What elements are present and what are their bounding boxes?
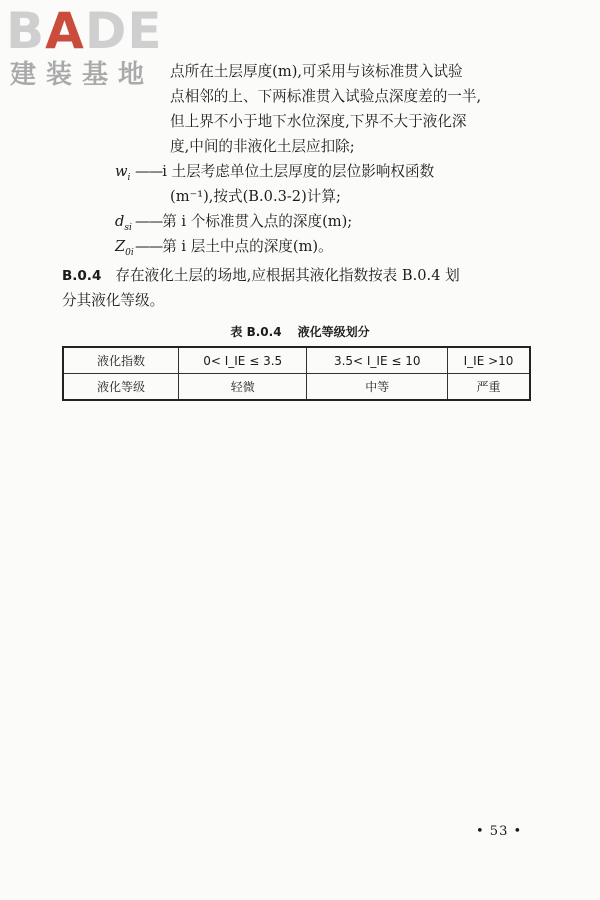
continuation-line-1: 点所在土层厚度(m),可采用与该标准贯入试验 (170, 63, 463, 80)
liquefaction-grade-table (62, 346, 531, 401)
definition-dsi: $d_{si}$ ——第 i 个标准贯入点的深度(m); (115, 212, 352, 238)
page-number: • 53 • (476, 824, 523, 839)
symbol-dsi: $d_{si}$ (115, 213, 132, 233)
definition-z0i: $Z_{0i}——$第 i 层土中点的深度(m)。 (115, 237, 333, 263)
continuation-line-3: 但上界不小于地下水位深度,下界不大于液化深 (170, 113, 467, 130)
clause-b04-line-2: 分其液化等级。 (62, 292, 165, 309)
table-cell: I_IE >10 (448, 347, 530, 374)
table-row (63, 347, 530, 374)
table-cell: 0< I_IE ≤ 3.5 (179, 347, 307, 374)
table-caption: 表 B.0.4 液化等级划分 (230, 325, 370, 339)
definition-wi-continuation: (m⁻¹),按式(B.0.3-2)计算; (170, 188, 341, 205)
table-cell: 3.5< I_IE ≤ 10 (307, 347, 448, 374)
table-cell: 中等 (307, 374, 448, 401)
watermark-wordmark: BADE (6, 2, 163, 60)
clause-b04-line-1: B.0.4 存在液化土层的场地,应根据其液化指数按表 B.0.4 划 (62, 267, 460, 284)
symbol-wi: $w_i$ (115, 163, 131, 183)
table-cell: 液化等级 (63, 374, 179, 401)
table-cell: 严重 (448, 374, 530, 401)
watermark-logo (6, 4, 163, 90)
table-cell: 液化指数 (63, 347, 179, 374)
continuation-line-4: 度,中间的非液化土层应扣除; (170, 138, 355, 155)
clause-number: B.0.4 (62, 268, 102, 284)
table-row (63, 374, 530, 401)
symbol-z0i: $Z_{0i}$ (115, 238, 134, 258)
watermark-subtitle: 建装基地 (10, 60, 155, 90)
table-cell: 轻微 (179, 374, 307, 401)
definition-wi: $w_i$ ——i 土层考虑单位土层厚度的层位影响权函数 (115, 162, 434, 188)
continuation-line-2: 点相邻的上、下两标准贯入试验点深度差的一半, (170, 88, 482, 105)
